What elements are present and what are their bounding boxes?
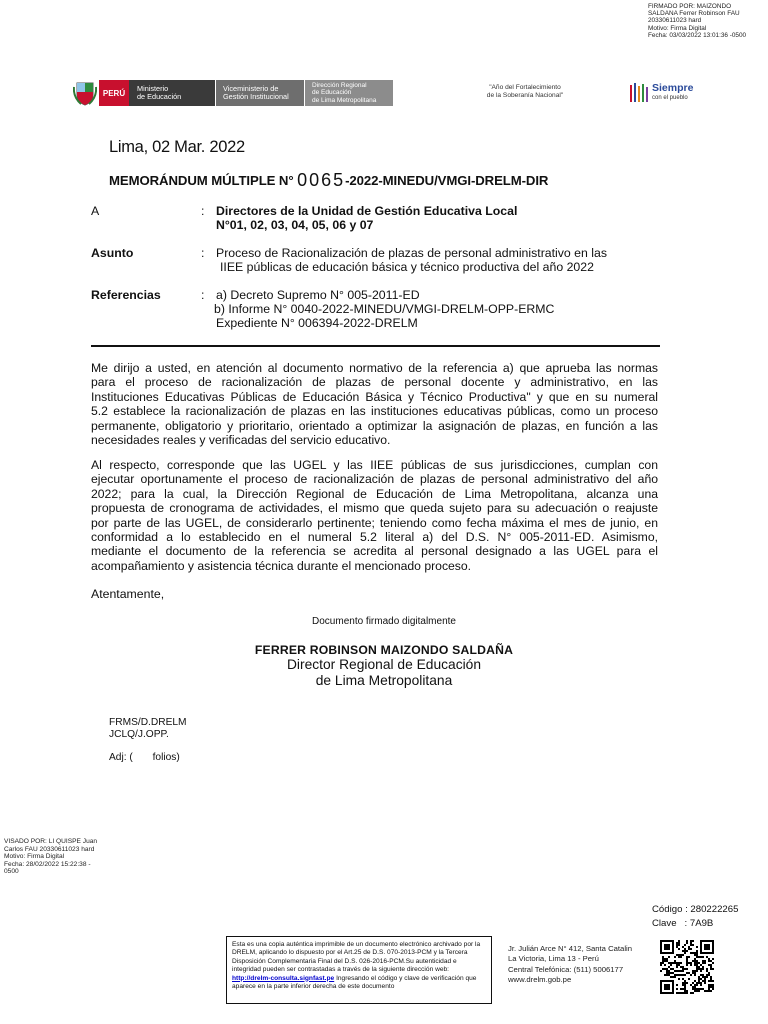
peru-label: PERÚ [102,88,126,98]
visado-line: Fecha: 28/02/2022 15:22:38 - [4,860,91,868]
direccion-line: de Educación [312,89,352,97]
field-label-referencias: Referencias [91,288,161,302]
field-line: N°01, 02, 03, 04, 05, 06 y 07 [216,218,374,233]
horizontal-divider [91,345,660,347]
field-line: Directores de la Unidad de Gestión Educativa Local [216,204,518,218]
initials-line: JCLQ/J.OPP. [109,729,169,741]
field-line: Expediente N° 006394-2022-DRELM [216,316,418,331]
field-value-asunto [216,246,607,274]
document-date: Lima, 02 Mar. 2022 [109,138,245,156]
footer-address [508,944,632,985]
siempre-con-el-pueblo-icon [628,82,650,104]
clave-value: Clave : 7A9B [652,917,714,929]
paragraph-line: mediante el documento de la referencia se acredita al personal designado a las UGEL para el [91,544,658,559]
qr-code-icon[interactable] [660,940,714,994]
paragraph-line: permanente, obligatorio y prioritario, orientado a optimizar la asignación de plazas, en función a las [91,418,658,433]
memo-number: 0065 [297,170,346,190]
signer-title-line-2: de Lima Metropolitana [315,673,453,688]
con-el-pueblo-label: con el pueblo [652,95,688,101]
paragraph-line: 2022; para la cual, la Dirección Regional de Educación de Lima Metropolitana, alcanza una [91,486,658,501]
peru-coat-of-arms-icon [73,79,97,107]
paragraph-line: por parte de las UGEL, de considerarlo pertinente; teniendo como fecha máxima el mes de junio, en [91,515,658,530]
paragraph-line: para el proceso de racionalización de plazas de personal docente y administrativo, en las [91,375,658,390]
address-line: La Victoria, Lima 13 - Perú [508,954,599,964]
year-motto [470,84,580,100]
paragraph-line: acompañamiento y asistencia técnica durante el mencionado proceso. [91,558,472,573]
peru-logo [99,80,129,106]
field-label-a: A [91,204,100,218]
stamp-line: Motivo: Firma Digital [648,24,707,32]
direccion-logo [305,80,393,106]
verification-link[interactable]: http://drelm-consulta.signfast.pe [232,974,335,982]
address-line[interactable]: www.drelm.gob.pe [508,974,572,984]
attachments: Adj: ( folios) [109,752,180,763]
field-colon: : [201,288,205,302]
direccion-line: Dirección Regional [312,82,367,89]
initials [109,717,187,742]
visado-line: 0500 [4,868,19,876]
memo-prefix: MEMORÁNDUM MÚLTIPLE N° [109,173,294,188]
field-value-referencias [216,288,554,331]
stamp-line: Fecha: 03/03/2022 13:01:36 -0500 [648,31,747,39]
initials-line: FRMS/D.DRELM [109,717,187,728]
digital-signature-note: Documento firmado digitalmente [312,616,456,627]
visado-line: Carlos FAU 20330611023 hard [4,845,95,853]
ministerio-logo [129,80,215,106]
viceministerio-line: Gestión Institucional [223,92,289,102]
year-motto-line: "Año del Fortalecimiento [489,84,561,91]
stamp-line: SALDANA Ferrer Robinson FAU [648,10,740,18]
field-label-asunto: Asunto [91,246,134,260]
siempre-logo [652,83,693,103]
viceministerio-logo [216,80,304,106]
signer-title-line-1: Director Regional de Educación [286,657,482,672]
field-line: a) Decreto Supremo N° 005-2011-ED [216,288,420,302]
authenticity-text: Ingresando el código y clave de verificación que aparece en la parte inferior derecha de este documento [232,974,477,991]
paragraph-line: Al respecto, corresponde que las UGEL y las IIEE públicas de sus jurisdicciones, cumplan con [91,458,658,472]
paragraph-line: necesidades reales y verificadas del servicio educativo. [91,433,391,448]
authenticity-text: Esta es una copia auténtica imprimible de un documento electrónico archivado por la DRELM, aplicando lo dispuesto por el Art.25 de D.S. 070-2013-PCM y la Tercera Disposición Complementaria Final del D.S. 026-2016-PCM.Su autenticidad e integridad pueden ser contrastadas a través de la siguiente dirección web: [232,941,481,974]
stamp-line: 20330611023 hard [648,17,702,25]
closing-salutation: Atentamente, [91,587,165,601]
field-colon: : [201,246,205,260]
direccion-line: de Lima Metropolitana [312,96,377,104]
paragraph-line: Instituciones Educativas Públicas de Educación Básica y Técnico Productiva" y que en su numeral [91,389,658,404]
digital-signature-stamp [648,3,766,39]
viceministerio-line: Viceministerio de [223,84,279,93]
visado-line: VISADO POR: LI QUISPE Juan [4,838,98,845]
paragraph-line: conformidad a lo establecido en el numeral 5.2 literal a) del D.S. N° 005-2011-ED. Asimismo, [91,530,658,545]
body-paragraph-2 [91,458,658,573]
paragraph-line: ejecutar oportunamente el proceso de racionalización de plazas de personal administrativo del año [91,472,658,487]
address-line: Jr. Julián Arce N° 412, Santa Catalin [508,944,633,953]
signer-name: FERRER ROBINSON MAIZONDO SALDAÑA [254,643,514,657]
field-line: b) Informe N° 0040-2022-MINEDU/VMGI-DRELM-OPP-ERMC [214,302,555,317]
memo-title [109,169,548,190]
body-paragraph-1 [91,361,658,447]
stamp-line: FIRMADO POR: MAIZONDO [648,3,732,10]
year-motto-line: de la Soberanía Nacional" [486,92,564,99]
field-line: Proceso de Racionalización de plazas de personal administrativo en las [216,246,607,260]
memo-suffix: -2022-MINEDU/VMGI-DRELM-DIR [345,173,549,188]
authenticity-notice-box [226,936,492,1004]
codigo-value: Código : 280222265 [652,904,739,915]
paragraph-line: propuesta de cronograma de actividades, el mismo que queda sujeto para su adecuación o reajuste [91,501,658,516]
paragraph-line: 5.2 establece la racionalización de plazas en las instituciones educativas públicas, como un proceso [91,404,658,419]
verification-codes [652,903,738,930]
ministerio-line: de Educación [137,92,182,102]
siempre-label: Siempre [652,82,694,94]
address-line: Central Telefónica: (511) 5006177 [508,964,624,974]
visado-stamp [4,838,119,876]
field-value-a [216,204,517,232]
paragraph-line: Me dirijo a usted, en atención al documento normativo de la referencia a) que aprueba las normas [91,361,658,375]
visado-line: Motivo: Firma Digital [4,853,65,861]
ministerio-line: Ministerio [137,84,169,93]
field-colon: : [201,204,205,218]
field-line: IIEE públicas de educación básica y técnico productiva del año 2022 [220,260,594,275]
